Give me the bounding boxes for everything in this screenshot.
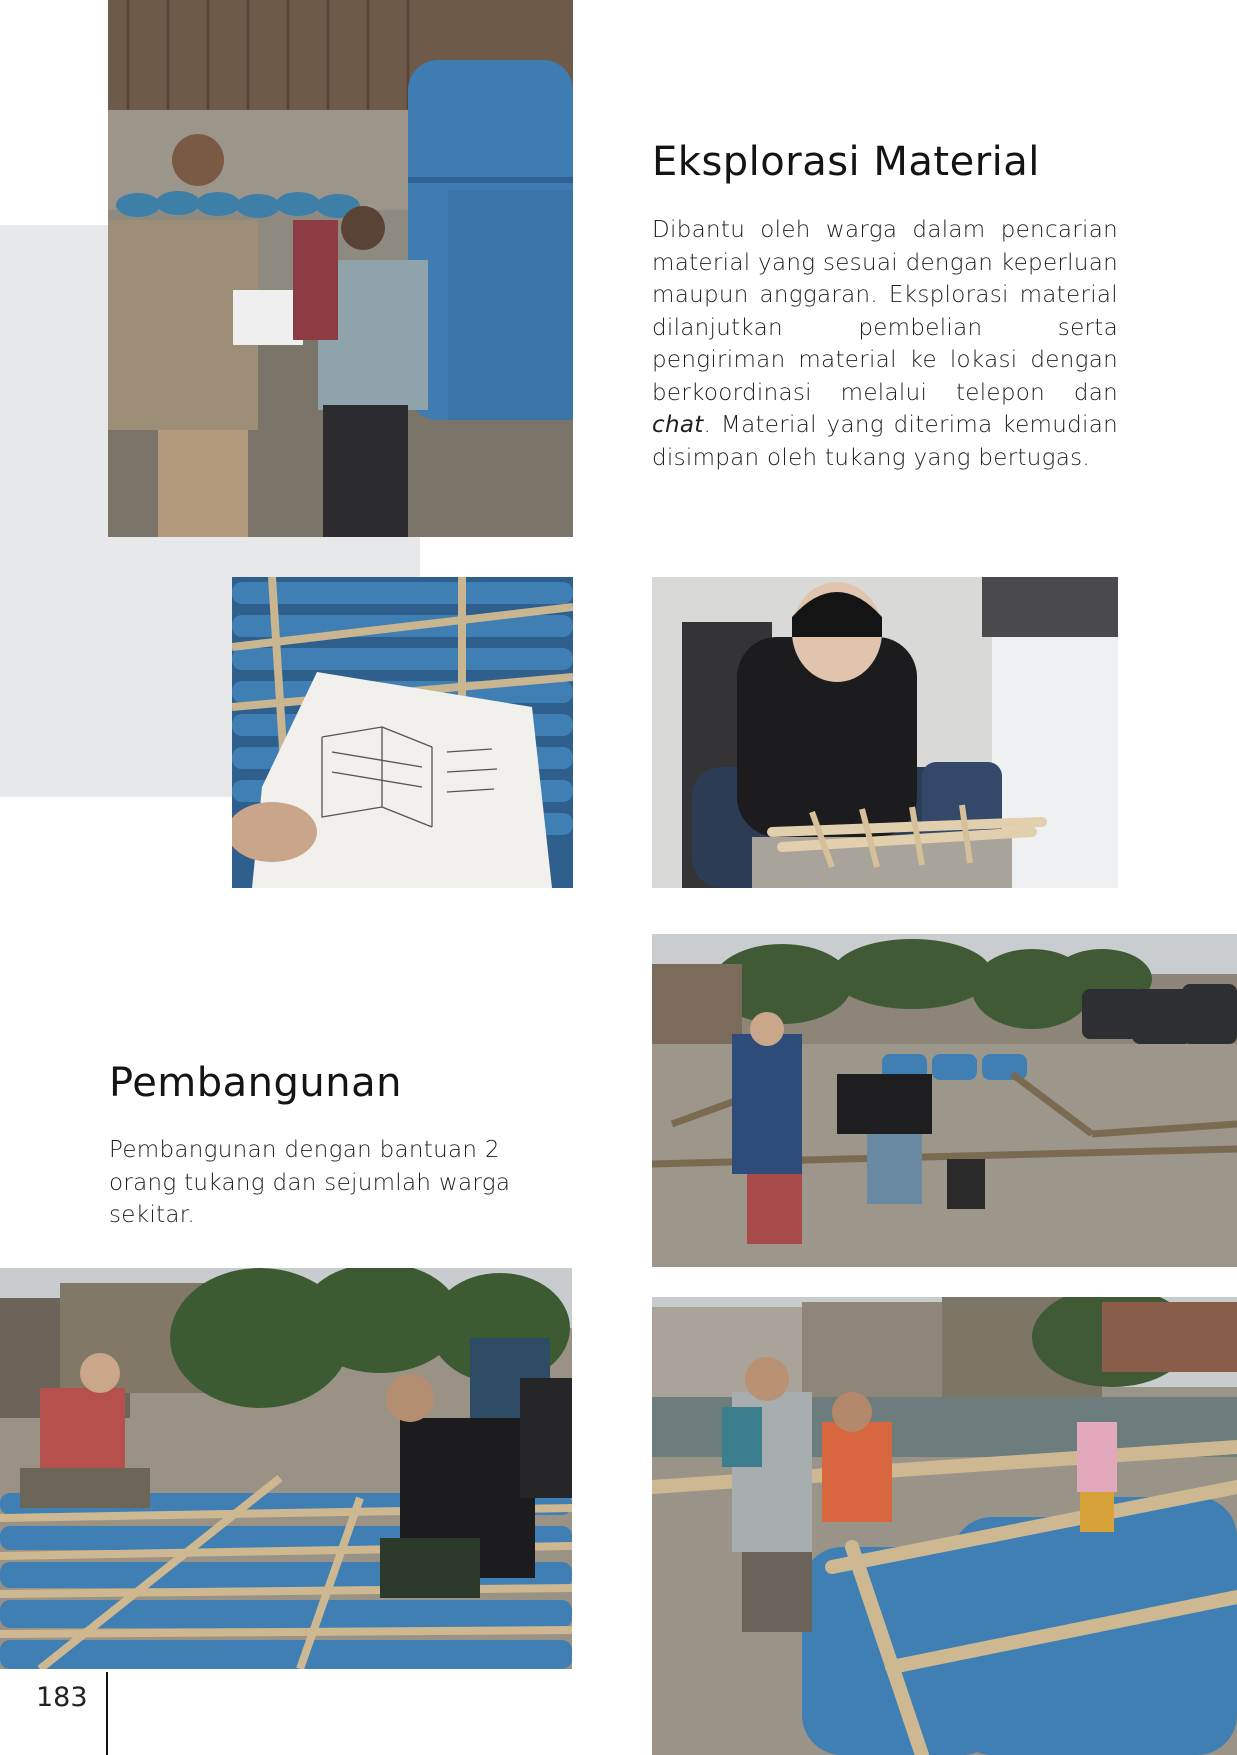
- body-text-part: Dibantu oleh warga dalam pencarian material yang sesuai dengan keperluan maupun anggaran. Eksplorasi material dilanjutkan pembelian serta pengiriman material ke lokasi dengan berkoordinasi melalui telepon dan: [652, 217, 1118, 406]
- body-text-emphasis: chat: [652, 412, 704, 438]
- section-title-material: Eksplorasi Material: [652, 139, 1040, 185]
- photo-raft-tying: [0, 1268, 572, 1669]
- section-body-construction: Pembangunan dengan bantuan 2 orang tukang dan sejumlah warga sekitar.: [109, 1137, 511, 1228]
- photo-material-delivery: [108, 0, 573, 537]
- page-number-divider: [106, 1672, 108, 1755]
- photo-model-assembly: [652, 577, 1118, 888]
- body-text-part: . Material yang diterima kemudian disimpan oleh tukang yang bertugas.: [652, 412, 1118, 471]
- section-body-material: [652, 214, 1118, 474]
- photo-site-preparation: [652, 934, 1237, 1267]
- section-title-construction: Pembangunan: [109, 1060, 402, 1106]
- photo-design-sketch: [232, 577, 573, 888]
- photo-children-on-raft: [652, 1297, 1237, 1755]
- page-number: 183: [36, 1682, 88, 1713]
